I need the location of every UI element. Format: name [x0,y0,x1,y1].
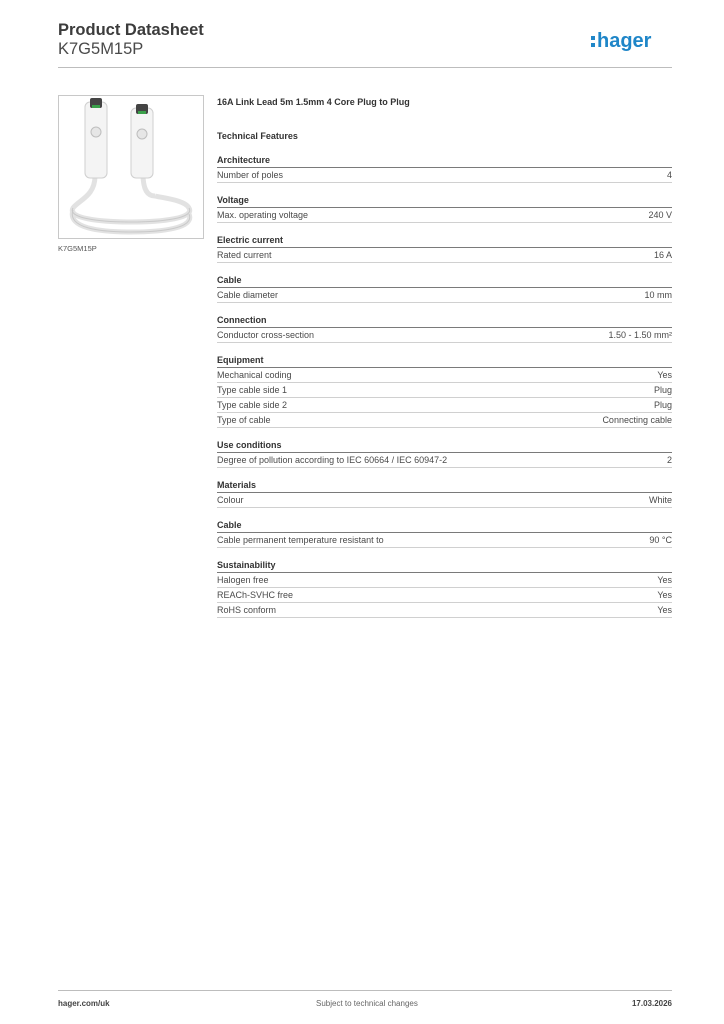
spec-label: Cable permanent temperature resistant to [217,535,384,545]
svg-text:hager: hager [597,30,652,52]
spec-row [217,453,672,468]
spec-group-title: Connection [217,314,672,328]
link-lead-picture [59,96,203,238]
spec-value: 10 mm [644,290,672,300]
spec-row [217,398,672,413]
spec-value: Yes [657,605,672,615]
spec-row [217,168,672,183]
spec-value: Connecting cable [602,415,672,425]
page-header [58,21,672,59]
spec-value: Plug [653,385,672,395]
hager-logo [590,27,672,53]
spec-label: Type cable side 2 [217,400,288,410]
spec-label: RoHS conform [217,605,277,615]
spec-group-title: Architecture [217,154,672,168]
spec-group [217,559,672,618]
spec-value: Plug [653,400,672,410]
spec-group-title: Cable [217,519,672,533]
spec-label: Number of poles [217,170,284,180]
spec-group-title: Sustainability [217,559,672,573]
spec-row [217,248,672,263]
spec-group [217,479,672,508]
spec-group [217,354,672,428]
spec-label: Conductor cross-section [217,330,315,340]
spec-group-title: Cable [217,274,672,288]
spec-value: Yes [657,575,672,585]
spec-group [217,274,672,303]
footer-divider [58,990,672,991]
spec-group-title: Voltage [217,194,672,208]
spec-value: 4 [666,170,672,180]
spec-group-title: Electric current [217,234,672,248]
document-title: Product Datasheet [58,21,204,39]
spec-value: 16 A [653,250,672,260]
spec-row [217,208,672,223]
spec-value: 240 V [648,210,672,220]
spec-label: Type cable side 1 [217,385,288,395]
header-divider [58,67,672,68]
spec-row [217,288,672,303]
spec-groups [217,154,672,618]
spec-value: 1.50 - 1.50 mm² [608,330,672,340]
spec-label: Colour [217,495,244,505]
spec-row [217,588,672,603]
spec-label: Max. operating voltage [217,210,309,220]
product-code: K7G5M15P [58,40,144,58]
spec-group-title: Materials [217,479,672,493]
spec-group [217,314,672,343]
spec-value: Yes [657,590,672,600]
spec-group-title: Use conditions [217,439,672,453]
features-title: Technical Features [217,131,298,141]
spec-group [217,154,672,183]
spec-value: 2 [666,455,672,465]
footer-date: 17.03.2026 [631,999,672,1008]
spec-label: Halogen free [217,575,269,585]
spec-group [217,234,672,263]
spec-label: Type of cable [217,415,271,425]
spec-group-title: Equipment [217,354,672,368]
spec-label: Degree of pollution according to IEC 60664 / IEC 60947-2 [217,455,448,465]
spec-row [217,368,672,383]
footer-website[interactable]: hager.com/uk [58,999,110,1008]
spec-label: Rated current [217,250,272,260]
spec-group [217,194,672,223]
spec-row [217,573,672,588]
spec-row [217,493,672,508]
spec-value: White [648,495,672,505]
spec-row [217,533,672,548]
spec-row [217,413,672,428]
spec-value: Yes [657,370,672,380]
spec-row [217,383,672,398]
product-image [58,95,204,239]
image-caption: K7G5M15P [58,244,97,253]
spec-label: Mechanical coding [217,370,292,380]
spec-label: Cable diameter [217,290,279,300]
spec-group [217,439,672,468]
spec-group [217,519,672,548]
spec-value: 90 °C [649,535,672,545]
spec-label: REACh-SVHC free [217,590,294,600]
footer-notice: Subject to technical changes [316,999,418,1008]
spec-row [217,603,672,618]
product-name: 16A Link Lead 5m 1.5mm 4 Core Plug to Plug [217,97,410,107]
spec-row [217,328,672,343]
spec-content [217,95,672,618]
